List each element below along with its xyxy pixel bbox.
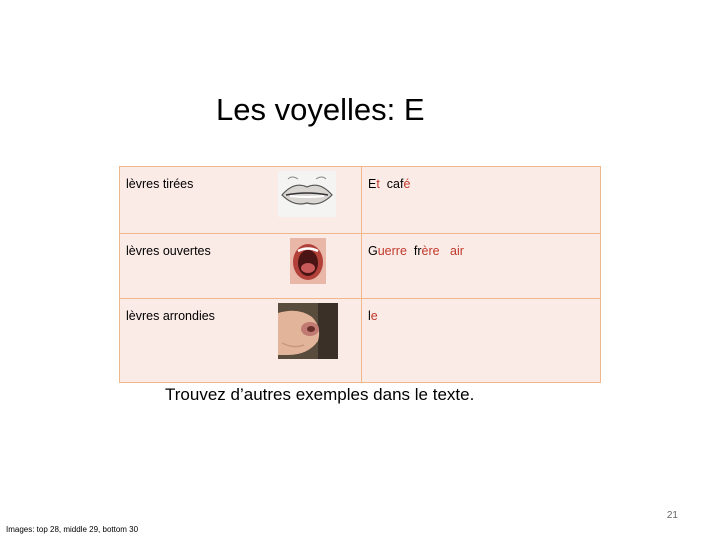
- example-segment-highlight: air: [450, 244, 464, 258]
- page-number: 21: [666, 510, 678, 521]
- table-row: [120, 299, 601, 383]
- table-row: [120, 167, 601, 234]
- row-label: lèvres tirées: [120, 167, 257, 234]
- row-example: [362, 234, 601, 299]
- example-segment: G: [368, 244, 378, 258]
- example-segment-highlight: e: [370, 309, 378, 323]
- example-segment: l: [368, 309, 371, 323]
- row-example: [362, 167, 601, 234]
- example-segment-highlight: t: [376, 177, 380, 191]
- rounded-lips-image: [278, 303, 338, 359]
- example-segment-highlight: uerre: [377, 244, 407, 258]
- row-example: [362, 299, 601, 383]
- image-credits-footnote: Images: top 28, middle 29, bottom 30: [6, 525, 139, 534]
- slide-title: Les voyelles: E: [216, 92, 425, 127]
- example-segment-highlight: é: [403, 177, 411, 191]
- example-segment: E: [368, 177, 377, 191]
- row-image-cell: [256, 234, 362, 299]
- lips-spread-image: [278, 171, 336, 217]
- example-segment: caf: [379, 177, 404, 191]
- open-mouth-image: [290, 238, 326, 284]
- row-label: lèvres ouvertes: [120, 234, 257, 299]
- row-image-cell: [256, 167, 362, 234]
- instruction-caption: Trouvez d’autres exemples dans le texte.: [165, 385, 475, 404]
- example-segment: fr: [406, 244, 422, 258]
- vowel-table: [119, 166, 601, 383]
- example-segment: [440, 244, 450, 258]
- row-label: lèvres arrondies: [120, 299, 257, 383]
- example-segment-highlight: ère: [421, 244, 440, 258]
- row-image-cell: [256, 299, 362, 383]
- table-row: [120, 234, 601, 299]
